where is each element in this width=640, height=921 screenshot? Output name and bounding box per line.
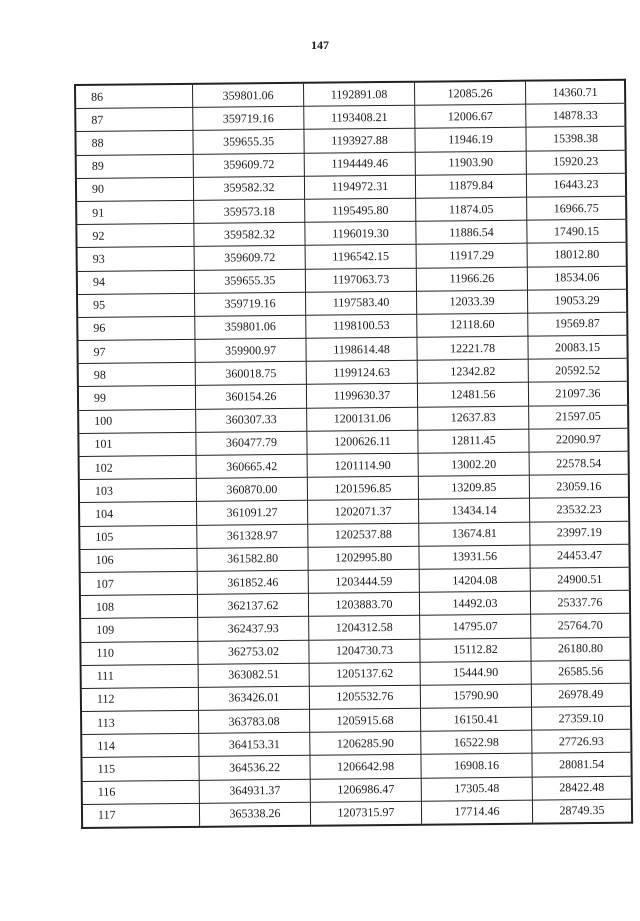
value-a-cell: 362753.02 xyxy=(198,640,309,664)
value-d-cell: 22090.97 xyxy=(529,428,629,452)
row-number-cell: 87 xyxy=(75,108,193,132)
value-d-cell: 17490.15 xyxy=(527,219,627,243)
value-b-cell: 1194972.31 xyxy=(304,175,415,199)
row-number-cell: 102 xyxy=(79,455,197,479)
row-number-cell: 95 xyxy=(77,293,195,317)
row-number-cell: 115 xyxy=(81,757,199,781)
value-a-cell: 359582.32 xyxy=(194,222,305,246)
value-a-cell: 360477.79 xyxy=(196,431,307,455)
value-c-cell: 15790.90 xyxy=(420,684,531,708)
value-b-cell: 1195495.80 xyxy=(305,198,416,222)
value-c-cell: 16522.98 xyxy=(421,730,532,754)
value-c-cell: 11966.26 xyxy=(416,267,527,291)
row-number-cell: 106 xyxy=(79,548,197,572)
row-number-cell: 111 xyxy=(81,664,199,688)
value-d-cell: 25764.70 xyxy=(531,613,631,637)
value-a-cell: 359609.72 xyxy=(193,153,304,177)
value-a-cell: 359573.18 xyxy=(194,199,305,223)
value-c-cell: 16150.41 xyxy=(421,707,532,731)
value-d-cell: 18012.80 xyxy=(527,243,627,267)
row-number-cell: 86 xyxy=(75,84,193,109)
value-c-cell: 15112.82 xyxy=(420,638,531,662)
coordinates-table xyxy=(74,79,633,829)
value-c-cell: 12221.78 xyxy=(417,336,528,360)
value-a-cell: 360154.26 xyxy=(195,385,306,409)
value-a-cell: 361091.27 xyxy=(197,501,308,525)
value-c-cell: 12033.39 xyxy=(417,290,528,314)
value-d-cell: 23059.16 xyxy=(529,474,629,498)
row-number-cell: 88 xyxy=(75,131,193,155)
value-b-cell: 1196542.15 xyxy=(305,245,416,269)
value-c-cell: 12085.26 xyxy=(414,81,525,106)
value-b-cell: 1192891.08 xyxy=(303,82,414,107)
value-b-cell: 1201596.85 xyxy=(307,476,418,500)
row-number-cell: 101 xyxy=(78,432,196,456)
row-number-cell: 99 xyxy=(78,386,196,410)
row-number-cell: 89 xyxy=(76,154,194,178)
value-d-cell: 25337.76 xyxy=(530,590,630,614)
value-b-cell: 1199124.63 xyxy=(306,360,417,384)
value-a-cell: 360018.75 xyxy=(195,362,306,386)
value-c-cell: 11946.19 xyxy=(415,128,526,152)
value-d-cell: 21097.36 xyxy=(528,382,628,406)
value-b-cell: 1203444.59 xyxy=(308,569,419,593)
value-d-cell: 26180.80 xyxy=(531,637,631,661)
value-d-cell: 24900.51 xyxy=(530,567,630,591)
value-d-cell: 27726.93 xyxy=(532,729,632,753)
value-c-cell: 12006.67 xyxy=(415,104,526,128)
value-a-cell: 359655.35 xyxy=(194,269,305,293)
row-number-cell: 103 xyxy=(79,479,197,503)
row-number-cell: 108 xyxy=(80,594,198,618)
value-c-cell: 11886.54 xyxy=(416,220,527,244)
value-a-cell: 359655.35 xyxy=(193,130,304,154)
row-number-cell: 94 xyxy=(77,270,195,294)
row-number-cell: 100 xyxy=(78,409,196,433)
value-c-cell: 11879.84 xyxy=(415,174,526,198)
value-c-cell: 12342.82 xyxy=(417,359,528,383)
value-c-cell: 14492.03 xyxy=(419,591,530,615)
value-b-cell: 1198614.48 xyxy=(306,337,417,361)
value-b-cell: 1193408.21 xyxy=(304,105,415,129)
value-b-cell: 1206285.90 xyxy=(310,731,421,755)
value-c-cell: 17305.48 xyxy=(421,777,532,801)
row-number-cell: 90 xyxy=(76,177,194,201)
value-b-cell: 1204312.58 xyxy=(309,616,420,640)
value-d-cell: 20592.52 xyxy=(528,358,628,382)
value-a-cell: 363082.51 xyxy=(198,663,309,687)
row-number-cell: 113 xyxy=(81,710,199,734)
value-d-cell: 28422.48 xyxy=(532,776,632,800)
value-a-cell: 365338.26 xyxy=(199,802,310,827)
row-number-cell: 104 xyxy=(79,502,197,526)
value-a-cell: 359801.06 xyxy=(193,83,304,108)
value-b-cell: 1203883.70 xyxy=(308,592,419,616)
value-a-cell: 361582.80 xyxy=(197,547,308,571)
value-a-cell: 362137.62 xyxy=(197,593,308,617)
value-d-cell: 19053.29 xyxy=(527,289,627,313)
row-number-cell: 96 xyxy=(77,316,195,340)
value-a-cell: 359582.32 xyxy=(193,176,304,200)
value-d-cell: 18534.06 xyxy=(527,266,627,290)
row-number-cell: 98 xyxy=(78,363,196,387)
value-d-cell: 15920.23 xyxy=(526,150,626,174)
value-c-cell: 13209.85 xyxy=(418,475,529,499)
value-a-cell: 360665.42 xyxy=(196,454,307,478)
value-b-cell: 1197063.73 xyxy=(305,268,416,292)
value-b-cell: 1197583.40 xyxy=(306,291,417,315)
value-d-cell: 26978.49 xyxy=(531,683,631,707)
value-c-cell: 14204.08 xyxy=(419,568,530,592)
row-number-cell: 116 xyxy=(82,780,200,804)
value-b-cell: 1193927.88 xyxy=(304,129,415,153)
value-b-cell: 1199630.37 xyxy=(306,384,417,408)
row-number-cell: 97 xyxy=(77,339,195,363)
value-c-cell: 12811.45 xyxy=(418,429,529,453)
value-d-cell: 14878.33 xyxy=(526,103,626,127)
row-number-cell: 114 xyxy=(81,734,199,758)
value-a-cell: 360307.33 xyxy=(196,408,307,432)
value-b-cell: 1206986.47 xyxy=(310,778,421,802)
value-a-cell: 359719.16 xyxy=(193,106,304,130)
value-b-cell: 1200131.06 xyxy=(307,407,418,431)
value-d-cell: 28081.54 xyxy=(532,753,632,777)
value-c-cell: 11874.05 xyxy=(416,197,527,221)
value-b-cell: 1206642.98 xyxy=(310,755,421,779)
row-number-cell: 105 xyxy=(79,525,197,549)
value-d-cell: 19569.87 xyxy=(528,312,628,336)
value-b-cell: 1194449.46 xyxy=(304,152,415,176)
value-a-cell: 363783.08 xyxy=(199,709,310,733)
table-body xyxy=(75,80,632,828)
value-c-cell: 12481.56 xyxy=(417,383,528,407)
value-a-cell: 364931.37 xyxy=(199,779,310,803)
row-number-cell: 107 xyxy=(80,571,198,595)
value-b-cell: 1205137.62 xyxy=(309,662,420,686)
value-a-cell: 359609.72 xyxy=(194,246,305,270)
value-a-cell: 359719.16 xyxy=(195,292,306,316)
value-b-cell: 1196019.30 xyxy=(305,221,416,245)
value-a-cell: 364536.22 xyxy=(199,756,310,780)
row-number-cell: 91 xyxy=(76,200,194,224)
value-d-cell: 21597.05 xyxy=(529,405,629,429)
value-d-cell: 23997.19 xyxy=(530,521,630,545)
value-b-cell: 1202071.37 xyxy=(308,500,419,524)
value-c-cell: 13434.14 xyxy=(419,499,530,523)
value-a-cell: 364153.31 xyxy=(199,733,310,757)
row-number-cell: 109 xyxy=(80,618,198,642)
value-a-cell: 361852.46 xyxy=(197,570,308,594)
value-c-cell: 13674.81 xyxy=(419,522,530,546)
value-b-cell: 1202995.80 xyxy=(308,546,419,570)
value-b-cell: 1201114.90 xyxy=(307,453,418,477)
value-b-cell: 1200626.11 xyxy=(307,430,418,454)
value-d-cell: 28749.35 xyxy=(532,799,632,824)
value-b-cell: 1202537.88 xyxy=(308,523,419,547)
value-c-cell: 17714.46 xyxy=(421,800,532,825)
value-d-cell: 24453.47 xyxy=(530,544,630,568)
value-c-cell: 11903.90 xyxy=(415,151,526,175)
value-d-cell: 27359.10 xyxy=(532,706,632,730)
value-d-cell: 26585.56 xyxy=(531,660,631,684)
value-d-cell: 16966.75 xyxy=(527,196,627,220)
value-d-cell: 16443.23 xyxy=(526,173,626,197)
value-b-cell: 1207315.97 xyxy=(310,801,421,826)
page-number: 147 xyxy=(311,38,329,52)
row-number-cell: 112 xyxy=(81,687,199,711)
value-b-cell: 1205532.76 xyxy=(309,685,420,709)
value-c-cell: 15444.90 xyxy=(420,661,531,685)
value-a-cell: 359900.97 xyxy=(195,338,306,362)
value-d-cell: 23532.23 xyxy=(530,498,630,522)
value-c-cell: 13002.20 xyxy=(418,452,529,476)
value-c-cell: 11917.29 xyxy=(416,243,527,267)
value-b-cell: 1204730.73 xyxy=(309,639,420,663)
row-number-cell: 92 xyxy=(76,223,194,247)
value-c-cell: 14795.07 xyxy=(420,614,531,638)
value-a-cell: 361328.97 xyxy=(197,524,308,548)
value-a-cell: 363426.01 xyxy=(198,686,309,710)
value-d-cell: 22578.54 xyxy=(529,451,629,475)
value-c-cell: 16908.16 xyxy=(421,754,532,778)
value-d-cell: 20083.15 xyxy=(528,335,628,359)
value-d-cell: 14360.71 xyxy=(525,80,625,105)
row-number-cell: 93 xyxy=(77,247,195,271)
value-b-cell: 1198100.53 xyxy=(306,314,417,338)
value-a-cell: 360870.00 xyxy=(196,477,307,501)
value-a-cell: 362437.93 xyxy=(198,617,309,641)
value-c-cell: 12637.83 xyxy=(418,406,529,430)
value-c-cell: 12118.60 xyxy=(417,313,528,337)
table-row xyxy=(82,799,632,828)
row-number-cell: 117 xyxy=(82,803,200,828)
value-a-cell: 359801.06 xyxy=(195,315,306,339)
row-number-cell: 110 xyxy=(80,641,198,665)
value-b-cell: 1205915.68 xyxy=(310,708,421,732)
value-c-cell: 13931.56 xyxy=(419,545,530,569)
value-d-cell: 15398.38 xyxy=(526,127,626,151)
